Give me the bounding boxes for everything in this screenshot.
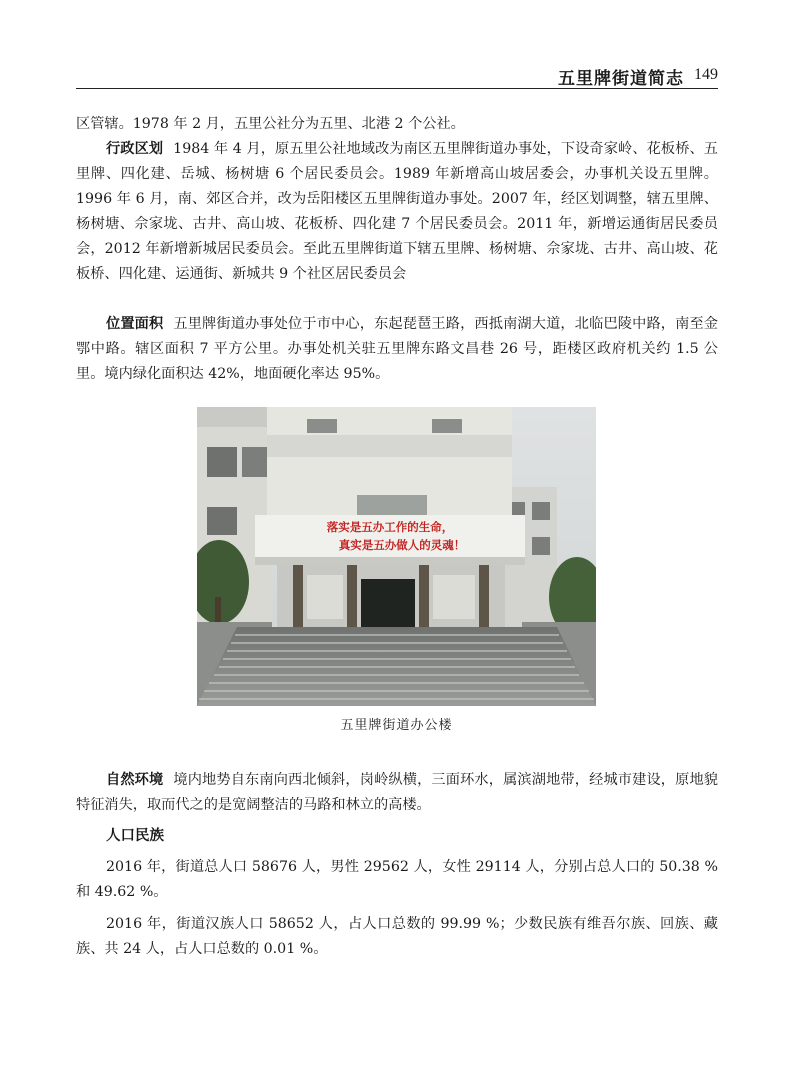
section-lead-administrative: 行政区划 — [106, 141, 164, 157]
paragraph-population-ethnic: 2016 年，街道汉族人口 58652 人，占人口总数的 99.99 %；少数民族有维吾尔族、回族、藏族、共 24 人，占人口总数的 0.01 %。 — [76, 916, 718, 957]
paragraph-population-total: 2016 年，街道总人口 58676 人，男性 29562 人，女性 29114 人，分别占总人口的 50.38 % 和 49.62 %。 — [76, 859, 718, 900]
header-title: 五里牌街道简志 — [558, 69, 684, 89]
section-lead-environment: 自然环境 — [106, 772, 164, 788]
section-lead-location: 位置面积 — [106, 316, 164, 332]
paragraph-natural-environment — [76, 768, 718, 818]
page-number: 149 — [694, 66, 718, 83]
paragraph-body-administrative: 1984 年 4 月，原五里公社地域改为南区五里牌街道办事处，下设奇家岭、花板桥、五里牌、四化建、岳城、杨树塘 6 个居民委员会。1989 年新增高山坡居委会，办事机关设五里牌。1996 年 6 月，南、郊区合并，改为岳阳楼区五里牌街道办事处。2007 年，经区划调整，辖五里牌、杨树塘、佘家垅、古井、高山坡、花板桥、四化建 7 个居民委员会。2011 年，新增运通街居民委员会，2012 年新增新城居民委员会。至此五里牌街道下辖五里牌、杨树塘、佘家垅、古井、高山坡、花板桥、四化建、运通街、新城共 9 个社区居民委员会 — [76, 141, 718, 282]
running-header — [76, 62, 718, 89]
paragraph-body-location: 五里牌街道办事处位于市中心，东起琵琶王路，西抵南湖大道，北临巴陵中路，南至金鄂中路。辖区面积 7 平方公里。办事处机关驻五里牌东路文昌巷 26 号，距楼区政府机关约 1.5 公里。境内绿化面积达 42%，地面硬化率达 95%。 — [76, 316, 718, 382]
office-building-illustration — [197, 407, 596, 706]
paragraph-administrative-divisions — [76, 137, 718, 287]
paragraph-body-environment: 境内地势自东南向西北倾斜，岗岭纵横，三面环水，属滨湖地带，经城市建设，原地貌特征消失，取而代之的是宽阔整洁的马路和林立的高楼。 — [76, 772, 718, 813]
banner-text-line1: 落实是五办工作的生命， — [326, 520, 454, 534]
office-building-photo — [197, 407, 596, 706]
photo-caption: 五里牌街道办公楼 — [340, 718, 453, 733]
heading-population: 人口民族 — [106, 828, 164, 844]
paragraph-continuation: 区管辖。1978 年 2 月，五里公社分为五里、北港 2 个公社。 — [76, 116, 465, 132]
paragraph-location-area — [76, 312, 718, 387]
banner-text-line2: 真实是五办做人的灵魂！ — [338, 538, 466, 552]
